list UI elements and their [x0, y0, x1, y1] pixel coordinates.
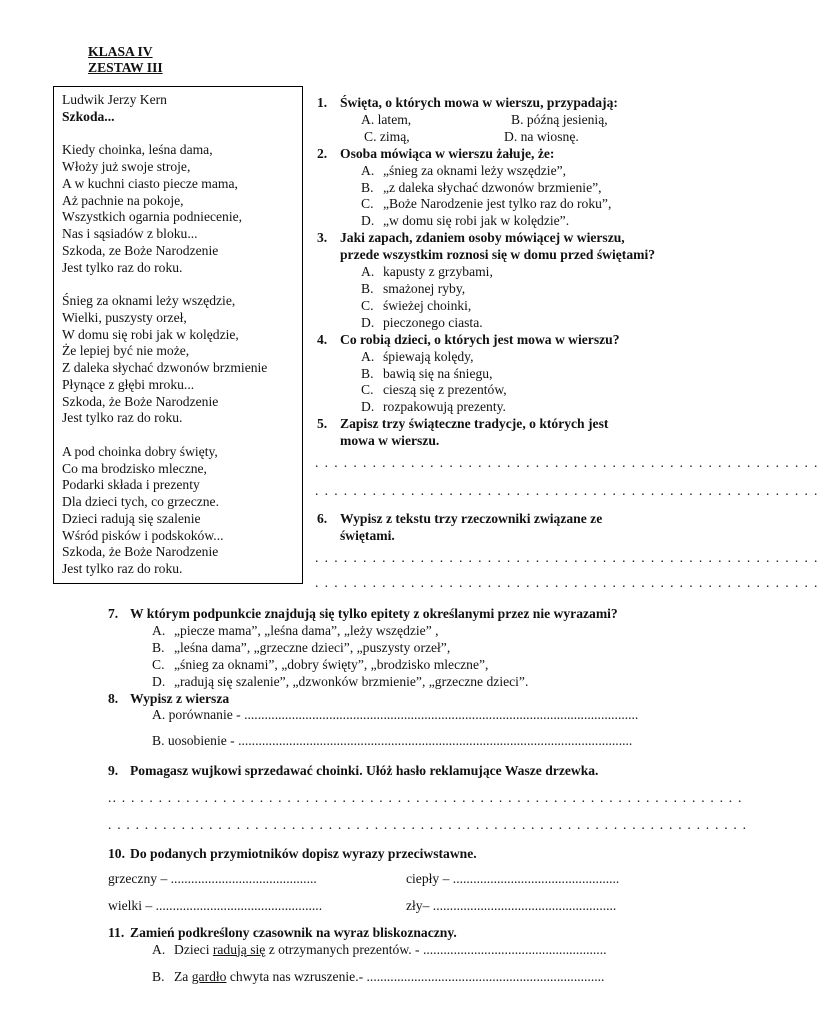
poem-line: Jest tylko raz do roku. [62, 410, 183, 426]
answer-option[interactable]: D. na wiosnę. [504, 128, 579, 144]
answer-line[interactable]: . . . . . . . . . . . . . . . . . . . . . . . . . . . . . . . . . . . . . . . . . . . . . . . . . . . . . [315, 455, 819, 471]
question-number: 2. [317, 145, 328, 161]
question-text: Do podanych przymiotników dopisz wyrazy przeciwstawne. [130, 845, 477, 861]
stanza-1 [62, 142, 267, 276]
poem-line: Jest tylko raz do roku. [62, 259, 183, 275]
poem-line: A w kuchni ciasto piecze mama, [62, 175, 238, 191]
question-7 [108, 606, 747, 623]
question-number: 4. [317, 331, 328, 347]
poem-line: Szkoda, ze Boże Narodzenie [62, 242, 219, 258]
answer-option[interactable]: D. „radują się szalenie”, „dzwonków brzmienie”, „grzeczne dzieci”. [152, 673, 529, 689]
poem-line: Szkoda, że Boże Narodzenie [62, 544, 219, 560]
question-text: Wypisz z wiersza [130, 690, 230, 706]
antonym-row [108, 871, 747, 888]
question-text: Zamień podkreślony czasownik na wyraz bliskoznaczny. [130, 924, 457, 940]
question-number: 11. [108, 924, 125, 940]
question-text: Co robią dzieci, o których jest mowa w wierszu? [340, 331, 620, 347]
poem-line: Szkoda, że Boże Narodzenie [62, 393, 219, 409]
questions-right-column [317, 95, 819, 591]
answer-line[interactable]: . . . . . . . . . . . . . . . . . . . . . . . . . . . . . . . . . . . . . . . . . . . . . . . . . . . . . [315, 574, 819, 590]
poem-line: Wśród pisków i podskoków... [62, 527, 224, 543]
question-text: Zapisz trzy świąteczne tradycje, o których jest [340, 416, 609, 432]
poem-line: Śnieg za oknami leży wszędzie, [62, 293, 236, 308]
answer-option[interactable]: A. kapusty z grzybami, [361, 264, 493, 280]
answer-option[interactable]: A. „śnieg za oknami leży wszędzie”, [361, 162, 567, 178]
question-text: Osoba mówiąca w wierszu żałuje, że: [340, 145, 555, 161]
poem [62, 92, 267, 578]
question-1 [317, 95, 819, 112]
question-2 [317, 146, 819, 163]
poem-line: Kiedy choinka, leśna dama, [62, 142, 213, 158]
answer-option[interactable]: D. rozpakowują prezenty. [361, 399, 506, 415]
question-8 [108, 691, 747, 708]
antonym-field-grzeczny[interactable]: grzeczny – ........................................... [108, 870, 317, 886]
answer-option[interactable]: C. cieszą się z prezentów, [361, 382, 507, 398]
answer-line-personification[interactable]: B. uosobienie - .................................................................................................................... [152, 733, 633, 749]
question-text: Pomagasz wujkowi sprzedawać choinki. Ułóż hasło reklamujące Wasze drzewka. [130, 763, 599, 779]
answer-option[interactable]: D. pieczonego ciasta. [361, 314, 483, 330]
antonym-field-wielki[interactable]: wielki – ................................................. [108, 897, 323, 913]
stanza-2 [62, 293, 267, 427]
poem-line: Włoży już swoje stroje, [62, 159, 191, 174]
question-text: Jaki zapach, zdaniem osoby mówiącej w wierszu, [340, 230, 625, 246]
answer-option[interactable]: A. śpiewają kolędy, [361, 348, 474, 364]
answer-option[interactable]: D. „w domu się robi jak w kolędzie”. [361, 213, 570, 229]
question-number: 1. [317, 95, 328, 110]
question-text-cont: świętami. [340, 527, 395, 543]
answer-line[interactable]: .. . . . . . . . . . . . . . . . . . . . . . . . . . . . . . . . . . . . . . . . . . . . . . . . . . . . . . . . . . . . . . . . . . . . . [108, 790, 743, 806]
answer-option[interactable]: C. zimą, [364, 128, 410, 144]
question-number: 9. [108, 763, 119, 779]
underlined-word: gardło [191, 968, 227, 984]
answer-option[interactable]: B. smażonej ryby, [361, 280, 466, 296]
question-number: 7. [108, 606, 119, 621]
question-number: 10. [108, 845, 125, 861]
poem-line: W domu się robi jak w kolędzie, [62, 326, 239, 342]
question-11 [108, 925, 747, 942]
poem-line: Co ma brodzisko mleczne, [62, 460, 207, 476]
question-number: 3. [317, 230, 328, 246]
question-number: 8. [108, 690, 119, 706]
answer-line[interactable]: . . . . . . . . . . . . . . . . . . . . . . . . . . . . . . . . . . . . . . . . . . . . . . . . . . . . . [315, 549, 819, 565]
question-number: 5. [317, 416, 328, 432]
poem-line: Płynące z głębi mroku... [62, 376, 195, 392]
stanza-3 [62, 444, 267, 578]
poem-line: Że lepiej być nie może, [62, 343, 190, 359]
poem-line: Z daleka słychać dzwonów brzmienie [62, 360, 268, 375]
question-9 [108, 763, 747, 780]
question-text-cont: mowa w wierszu. [340, 433, 440, 449]
question-3 [317, 230, 819, 247]
question-10 [108, 846, 747, 863]
question-text: W którym podpunkcie znajdują się tylko epitety z określanymi przez nie wyrazami? [130, 606, 618, 621]
answer-option[interactable]: B. „leśna dama”, „grzeczne dzieci”, „puszysty orzeł”, [152, 639, 451, 655]
poem-title: Szkoda... [62, 108, 115, 124]
synonym-task-b[interactable]: B. Za gardło chwyta nas wzruszenie.- ...................................................................... [152, 968, 605, 984]
question-number: 6. [317, 510, 328, 526]
question-text-cont: przede wszystkim roznosi się w domu przed świętami? [340, 247, 656, 263]
poem-line: Dzieci radują się szalenie [62, 510, 201, 526]
answer-option[interactable]: B. późną jesienią, [511, 111, 608, 127]
answer-option[interactable]: A. „piecze mama”, „leśna dama”, „leży wszędzie” , [152, 622, 439, 638]
poem-line: A pod choinka dobry święty, [62, 443, 218, 459]
answer-option[interactable]: A. latem, [361, 111, 412, 127]
answer-line-comparison[interactable]: A. porównanie - .................................................................................................................... [152, 707, 639, 723]
answer-row [317, 112, 819, 129]
antonym-row [108, 898, 747, 915]
underlined-verb: radują się [212, 941, 266, 957]
answer-option[interactable]: B. bawią się na śniegu, [361, 365, 493, 381]
poem-line: Dla dzieci tych, co grzeczne. [62, 494, 219, 509]
poem-line: Jest tylko raz do roku. [62, 561, 183, 576]
answer-option[interactable]: C. „śnieg za oknami”, „dobry święty”, „brodzisko mleczne”, [152, 656, 489, 672]
poem-author: Ludwik Jerzy Kern [62, 92, 167, 107]
poem-line: Wielki, puszysty orzeł, [62, 309, 187, 325]
synonym-task-a[interactable]: A. Dzieci radują się z otrzymanych prezentów. - ...................................................... [152, 941, 607, 957]
question-6 [317, 511, 819, 528]
answer-option[interactable]: B. „z daleka słychać dzwonów brzmienie”, [361, 179, 602, 195]
poem-line: Nas i sąsiadów z bloku... [62, 226, 198, 241]
antonym-field-zly[interactable]: zły– ...................................................... [406, 897, 617, 913]
question-text: Święta, o których mowa w wierszu, przypadają: [340, 95, 618, 110]
question-5 [317, 416, 819, 433]
worksheet-header [88, 44, 163, 76]
class-label: KLASA IV [88, 44, 153, 59]
answer-line[interactable]: . . . . . . . . . . . . . . . . . . . . . . . . . . . . . . . . . . . . . . . . . . . . . . . . . . . . . [315, 482, 819, 498]
answer-option[interactable]: C. „Boże Narodzenie jest tylko raz do roku”, [361, 196, 612, 212]
question-4 [317, 332, 819, 349]
questions-bottom [108, 606, 747, 985]
poem-line: Aż pachnie na pokoje, [62, 192, 184, 208]
answer-row [317, 129, 819, 146]
answer-option[interactable]: C. świeżej choinki, [361, 297, 472, 313]
poem-line: Wszystkich ogarnia podniecenie, [62, 209, 243, 225]
question-text: Wypisz z tekstu trzy rzeczowniki związane ze [340, 510, 603, 526]
antonym-field-cieply[interactable]: ciepły – ................................................. [406, 870, 620, 886]
poem-line: Podarki składa i prezenty [62, 477, 200, 493]
set-label: ZESTAW III [88, 60, 163, 75]
answer-line[interactable]: . . . . . . . . . . . . . . . . . . . . . . . . . . . . . . . . . . . . . . . . . . . . . . . . . . . . . . . . . . . . . . . . . . . . . . [108, 817, 748, 833]
